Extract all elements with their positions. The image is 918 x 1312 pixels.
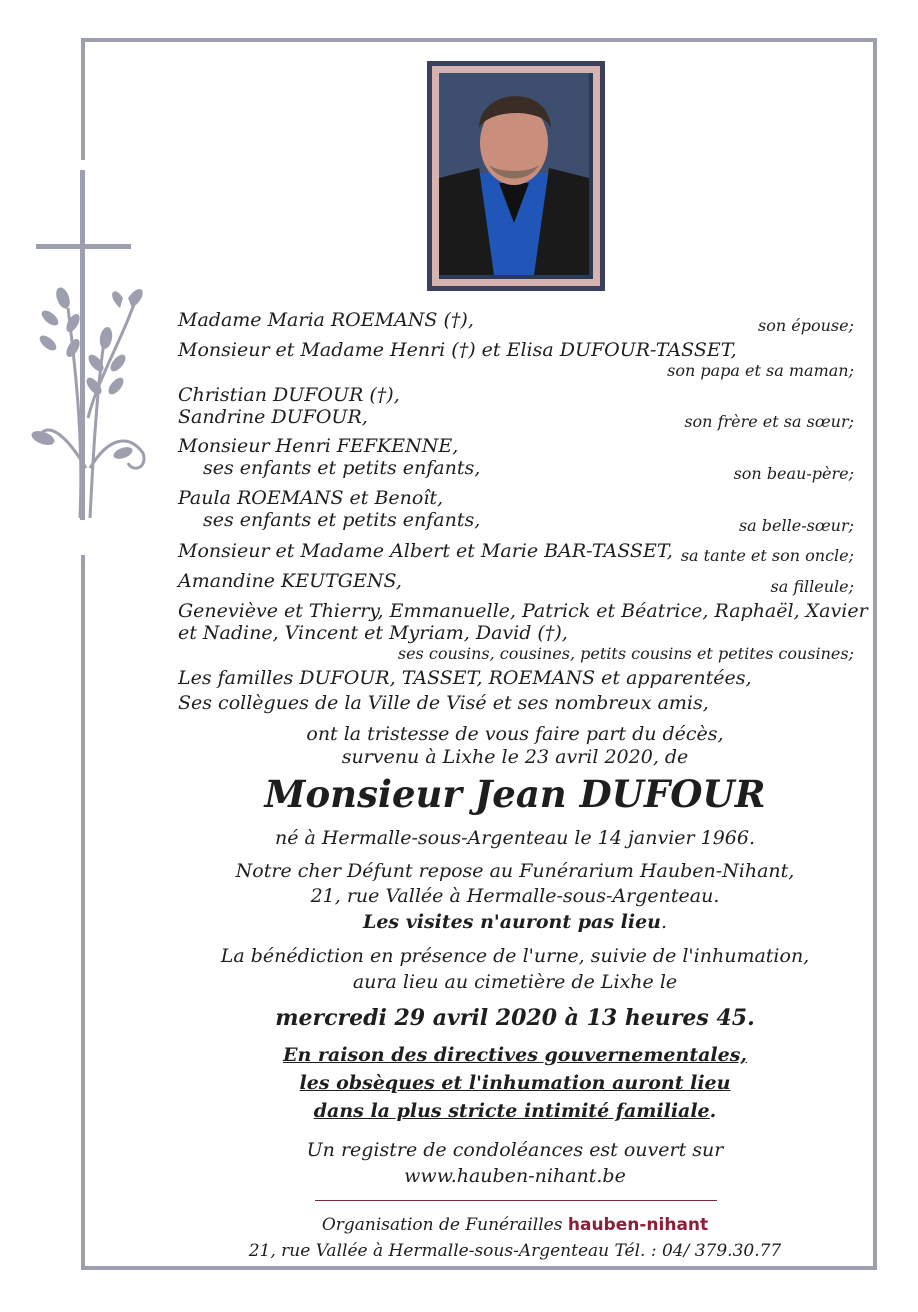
birth-line: né à Hermalle-sous-Argenteau le 14 janvier 1966. xyxy=(274,827,756,849)
announce-line-2: survenu à Lixhe le 23 avril 2020, de xyxy=(341,746,689,768)
relative-name: Geneviève et Thierry, Emmanuelle, Patrick et Béatrice, Raphaël, Xavier xyxy=(178,600,868,622)
relative-name-2: ses enfants et petits enfants, xyxy=(203,457,481,479)
notice-line-1: En raison des directives gouvernementales, xyxy=(282,1044,748,1066)
portrait-frame xyxy=(427,61,605,291)
rest-line-1: Notre cher Défunt repose au Funérarium Hauben-Nihant, xyxy=(235,860,795,882)
brand-logo: hauben-nihant xyxy=(567,1215,709,1235)
wheat-butterfly-icon xyxy=(28,268,158,518)
relative-name: Amandine KEUTGENS, xyxy=(178,570,402,592)
relative-name: Paula ROEMANS et Benoît, xyxy=(178,487,444,509)
notice-line-2: les obsèques et l'inhumation auront lieu xyxy=(299,1072,731,1094)
organisation-line: Organisation de Funérailles hauben-nihant xyxy=(321,1215,709,1235)
register-url[interactable]: www.hauben-nihant.be xyxy=(404,1165,626,1187)
relative-name: Monsieur Henri FEFKENNE, xyxy=(178,435,459,457)
portrait-photo xyxy=(439,73,593,279)
relative-relation: sa belle-sœur; xyxy=(738,516,854,535)
relative-name-2: Sandrine DUFOUR, xyxy=(178,406,368,428)
colleagues-line: Ses collègues de la Ville de Visé et ses nombreux amis, xyxy=(178,692,709,714)
relative-name-2: ses enfants et petits enfants, xyxy=(203,509,481,531)
relative-relation: ses cousins, cousines, petits cousins et petites cousines; xyxy=(397,644,854,663)
cross-bar xyxy=(36,244,131,249)
relative-name: Christian DUFOUR (†), xyxy=(178,384,400,406)
relative-relation: son épouse; xyxy=(758,316,854,335)
ceremony-line-2: aura lieu au cimetière de Lixhe le xyxy=(352,971,678,993)
relative-name: Monsieur et Madame Albert et Marie BAR-TASSET, xyxy=(178,540,673,562)
relative-relation: sa tante et son oncle; xyxy=(680,546,854,565)
visits-line: Les visites n'auront pas lieu. xyxy=(362,911,668,933)
visits-text: Les visites n'auront pas lieu xyxy=(362,911,661,933)
announce-line-1: ont la tristesse de vous faire part du décès, xyxy=(306,723,724,745)
divider xyxy=(315,1200,717,1201)
relative-name-2: et Nadine, Vincent et Myriam, David (†), xyxy=(178,622,568,644)
notice-line-3: dans la plus stricte intimité familiale xyxy=(313,1100,710,1122)
relative-relation: son beau-père; xyxy=(733,464,854,483)
relative-name: Monsieur et Madame Henri (†) et Elisa DUFOUR-TASSET, xyxy=(178,339,737,361)
relative-name: Madame Maria ROEMANS (†), xyxy=(178,309,474,331)
address-line: 21, rue Vallée à Hermalle-sous-Argenteau Tél. : 04/ 379.30.77 xyxy=(248,1241,782,1261)
ceremony-date: mercredi 29 avril 2020 à 13 heures 45. xyxy=(275,1005,755,1031)
relative-relation: son papa et sa maman; xyxy=(667,361,854,380)
ceremony-line-1: La bénédiction en présence de l'urne, suivie de l'inhumation, xyxy=(220,945,810,967)
relative-relation: sa filleule; xyxy=(770,577,854,596)
register-line-1: Un registre de condoléances est ouvert sur xyxy=(306,1139,724,1161)
rest-line-2: 21, rue Vallée à Hermalle-sous-Argenteau. xyxy=(310,885,720,907)
families-line: Les familles DUFOUR, TASSET, ROEMANS et apparentées, xyxy=(178,667,752,689)
relative-relation: son frère et sa sœur; xyxy=(684,412,854,431)
deceased-name: Monsieur Jean DUFOUR xyxy=(264,772,766,816)
